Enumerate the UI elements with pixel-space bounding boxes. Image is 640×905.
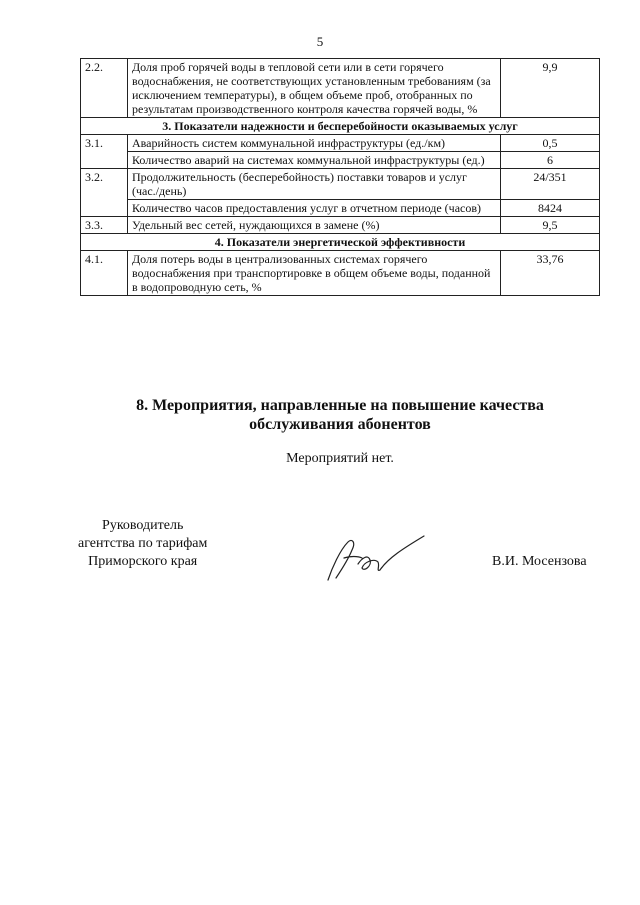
row-description: Количество часов предоставления услуг в отчетном периоде (часов) bbox=[128, 200, 501, 217]
row-number: 3.3. bbox=[81, 217, 128, 234]
row-description: Продолжительность (бесперебойность) поставки товаров и услуг (час./день) bbox=[128, 169, 501, 200]
section-row bbox=[81, 234, 600, 251]
row-value: 9,5 bbox=[501, 217, 600, 234]
section-8-heading bbox=[90, 396, 590, 434]
row-value: 33,76 bbox=[501, 251, 600, 296]
table-row bbox=[81, 251, 600, 296]
table-row bbox=[81, 152, 600, 169]
row-description: Удельный вес сетей, нуждающихся в замене (%) bbox=[128, 217, 501, 234]
row-description: Доля потерь воды в централизованных системах горячего водоснабжения при транспортировке в общем объеме воды, поданной в водопроводную сеть, % bbox=[128, 251, 501, 296]
row-value: 24/351 bbox=[501, 169, 600, 200]
row-value: 6 bbox=[501, 152, 600, 169]
row-value: 0,5 bbox=[501, 135, 600, 152]
section-heading: 4. Показатели энергетической эффективности bbox=[81, 234, 600, 251]
row-description: Аварийность систем коммунальной инфраструктуры (ед./км) bbox=[128, 135, 501, 152]
row-description: Количество аварий на системах коммунальной инфраструктуры (ед.) bbox=[128, 152, 501, 169]
table-row bbox=[81, 217, 600, 234]
heading-line: 8. Мероприятия, направленные на повышение качества bbox=[136, 397, 544, 414]
indicators-table bbox=[80, 58, 600, 296]
handwritten-signature bbox=[318, 528, 428, 588]
row-value: 9,9 bbox=[501, 59, 600, 118]
row-number: 3.2. bbox=[81, 169, 128, 217]
row-description: Доля проб горячей воды в тепловой сети или в сети горячего водоснабжения, не соответствующих установленным требованиям (за исключением температуры), в общем объеме проб, отобранных по результатам производственного контроля качества горячей воды, % bbox=[128, 59, 501, 118]
row-value: 8424 bbox=[501, 200, 600, 217]
row-number: 2.2. bbox=[81, 59, 128, 118]
table-row bbox=[81, 59, 600, 118]
section-row bbox=[81, 118, 600, 135]
page-number: 5 bbox=[316, 34, 324, 49]
signer-title-line: Руководитель bbox=[102, 518, 184, 533]
table-row bbox=[81, 200, 600, 217]
no-measures-text: Мероприятий нет. bbox=[286, 451, 394, 466]
row-number: 3.1. bbox=[81, 135, 128, 169]
table-row bbox=[81, 169, 600, 200]
signer-title bbox=[78, 517, 207, 572]
row-number: 4.1. bbox=[81, 251, 128, 296]
signer-title-line: Приморского края bbox=[88, 554, 198, 570]
signer-name: В.И. Мосензова bbox=[492, 554, 587, 569]
heading-line: обслуживания абонентов bbox=[249, 416, 431, 434]
table-row bbox=[81, 135, 600, 152]
signer-title-line: агентства по тарифам bbox=[78, 536, 208, 552]
section-heading: 3. Показатели надежности и бесперебойности оказываемых услуг bbox=[81, 118, 600, 135]
